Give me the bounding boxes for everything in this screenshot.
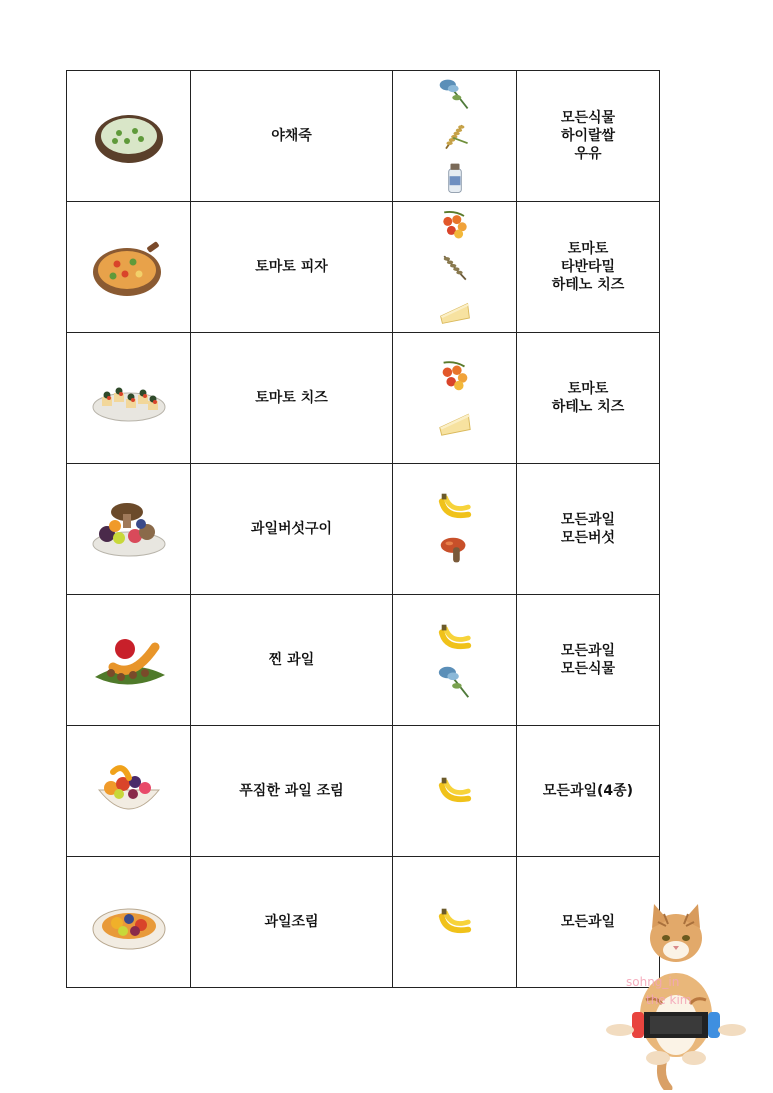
ingredient-label: 모든과일 xyxy=(560,643,616,659)
dish-name: 토마토 피자 xyxy=(191,202,393,333)
dish-image-cell xyxy=(67,464,191,595)
dish-image-cell xyxy=(67,857,191,988)
recipe-row xyxy=(67,71,660,202)
ingredient-label: 타반타밀 xyxy=(560,259,616,275)
tomato-icon xyxy=(436,357,474,395)
dish-name: 찐 과일 xyxy=(191,595,393,726)
banana-icon xyxy=(436,488,474,526)
tomato-cheese-canape-icon xyxy=(89,365,169,431)
dish-name: 과일조림 xyxy=(191,857,393,988)
recipe-table-body xyxy=(67,71,660,988)
ingredient-icons-cell xyxy=(393,202,517,333)
banana-icon xyxy=(436,903,474,941)
ingredient-list xyxy=(517,726,660,857)
dish-image-cell xyxy=(67,726,191,857)
watermark-line1: sohng_in xyxy=(626,975,680,989)
ingredient-label: 모든버섯 xyxy=(560,530,616,546)
ingredient-icons-cell xyxy=(393,333,517,464)
ingredient-icons-cell xyxy=(393,71,517,202)
dish-name: 토마토 치즈 xyxy=(191,333,393,464)
recipe-row xyxy=(67,333,660,464)
ingredient-label: 토마토 xyxy=(567,241,609,257)
ingredient-label: 모든과일 xyxy=(560,914,616,930)
ingredient-list xyxy=(517,464,660,595)
fruit-mushroom-skewer-icon xyxy=(89,496,169,562)
cheese-icon xyxy=(437,291,473,327)
hearty-fruit-bowl-icon xyxy=(89,758,169,824)
ingredient-icons-cell xyxy=(393,464,517,595)
tomato-icon xyxy=(437,207,473,243)
recipe-table xyxy=(66,70,660,988)
cat-with-switch-mascot xyxy=(606,900,746,1090)
ingredient-label: 하이랄쌀 xyxy=(560,128,616,144)
recipe-row xyxy=(67,202,660,333)
watermark-line2: the kim xyxy=(646,993,692,1007)
recipe-row xyxy=(67,857,660,988)
mushroom-icon xyxy=(436,532,474,570)
banana-icon xyxy=(436,772,474,810)
herb-icon xyxy=(436,663,474,701)
dish-image-cell xyxy=(67,71,191,202)
ingredient-label: 토마토 xyxy=(567,381,609,397)
wheat-icon xyxy=(437,249,473,285)
ingredient-icons-cell xyxy=(393,857,517,988)
steamed-fruit-icon xyxy=(89,627,169,693)
ingredient-label: 하테노 치즈 xyxy=(551,277,625,293)
ingredient-label: 모든식물 xyxy=(560,661,616,677)
ingredient-list xyxy=(517,71,660,202)
ingredient-list xyxy=(517,202,660,333)
cheese-icon xyxy=(436,401,474,439)
dish-image-cell xyxy=(67,202,191,333)
ingredient-label: 우유 xyxy=(574,146,602,162)
vegetable-porridge-icon xyxy=(89,103,169,169)
ingredient-label: 모든과일 xyxy=(560,512,616,528)
dish-image-cell xyxy=(67,595,191,726)
simmered-fruit-icon xyxy=(89,889,169,955)
dish-name: 야채죽 xyxy=(191,71,393,202)
ingredient-label: 모든과일(4종) xyxy=(542,783,634,799)
banana-icon xyxy=(436,619,474,657)
recipe-row xyxy=(67,726,660,857)
ingredient-icons-cell xyxy=(393,726,517,857)
dish-name: 과일버섯구이 xyxy=(191,464,393,595)
dish-image-cell xyxy=(67,333,191,464)
herb-icon xyxy=(437,76,473,112)
ingredient-label: 모든식물 xyxy=(560,110,616,126)
recipe-row xyxy=(67,595,660,726)
milk-icon xyxy=(437,160,473,196)
dish-name: 푸짐한 과일 조림 xyxy=(191,726,393,857)
recipe-row xyxy=(67,464,660,595)
ingredient-list xyxy=(517,595,660,726)
ingredient-icons-cell xyxy=(393,595,517,726)
pizza-icon xyxy=(89,234,169,300)
ingredient-list xyxy=(517,333,660,464)
ingredient-label: 하테노 치즈 xyxy=(551,399,625,415)
rice-icon xyxy=(437,118,473,154)
